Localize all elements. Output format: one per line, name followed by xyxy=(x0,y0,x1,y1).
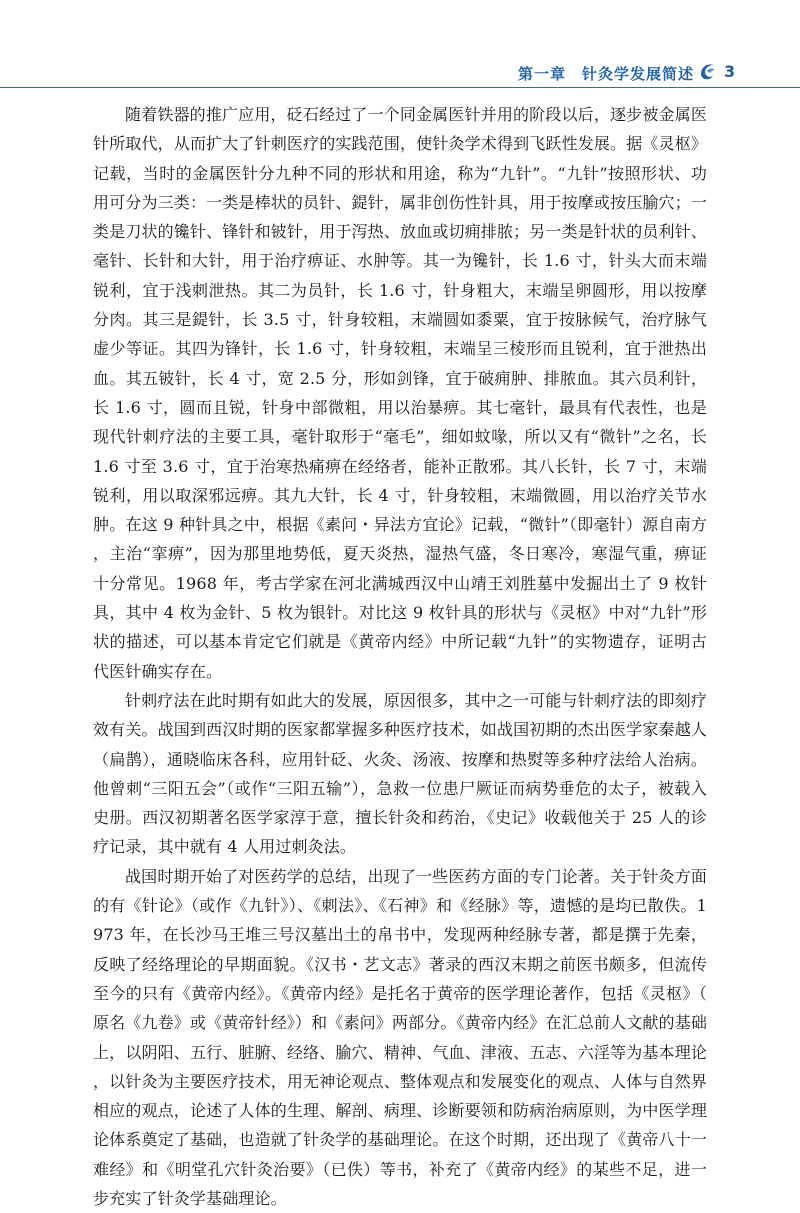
body-text xyxy=(93,100,707,1213)
chapter-logo-icon xyxy=(698,62,718,82)
paragraph: 战国时期开始了对医药学的总结，出现了一些医药方面的专门论著。关于针灸方面的有《针论》（或作《九针》）、《刺法》、《石神》和《经脉》等，遗憾的是均已散佚。1973 年，在长沙马王堆三号汉墓出土的帛书中，发现两种经脉专著，都是撰于先秦，反映了经络理论的早期面貌。《汉书・艺文志》著录的西汉末期之前医书颇多，但流传至今的只有《黄帝内经》。《黄帝内经》是托名于黄帝的医学理论著作，包括《灵枢》（原名《九卷》或《黄帝针经》）和《素问》两部分。《黄帝内经》在汇总前人文献的基础上，以阴阳、五行、脏腑、经络、腧穴、精神、气血、津液、五志、六淫等为基本理论，以针灸为主要医疗技术，用无神论观点、整体观点和发展变化的观点、人体与自然界相应的观点，论述了人体的生理、解剖、病理、诊断要领和防病治病原则，为中医学理论体系奠定了基础，也造就了针灸学的基础理论。在这个时期，还出现了《黄帝八十一难经》和《明堂孔穴针灸治要》（已佚）等书，补充了《黄帝内经》的某些不足，进一步充实了针灸学基础理论。 xyxy=(93,866,707,1208)
chapter-title: 第一章 针灸学发展简述 xyxy=(517,65,694,83)
page-header xyxy=(0,60,800,90)
paragraph: 随着铁器的推广应用，砭石经过了一个同金属医针并用的阶段以后，逐步被金属医针所取代，从而扩大了针刺医疗的实践范围，使针灸学术得到飞跃性发展。据《灵枢》记载，当时的金属医针分九种不同的形状和用途，称为“九针”。“九针”按照形状、功用可分为三类：一类是棒状的员针、鍉针，属非创伤性针具，用于按摩或按压腧穴；一类是刀状的镵针、锋针和铍针，用于泻热、放血或切痈排脓；另一类是针状的员利针、毫针、长针和大针，用于治疗痹证、水肿等。其一为镵针，长 1.6 寸，针头大而末端锐利，宜于浅刺泄热。其二为员针，长 1.6 寸，针身粗大，末端呈卵圆形，用以按摩分肉。其三是鍉针，长 3.5 寸，针身较粗，末端圆如黍粟，宜于按脉候气，治疗脉气虚少等证。其四为锋针，长 1.6 寸，针身较粗，末端呈三棱形而且锐利，宜于泄热出血。其五铍针，长 4 寸，宽 2.5 分，形如剑锋，宜于破痈肿、排脓血。其六员利针，长 1.6 寸，圆而且锐，针身中部微粗，用以治暴痹。其七毫针，最具有代表性，也是现代针刺疗法的主要工具，毫针取形于“毫毛”，细如蚊喙，所以又有“微针”之名，长 1.6 寸至 3.6 寸，宜于治寒热痛痹在经络者，能补正散邪。其八长针，长 7 寸，末端锐利，用以取深邪远痹。其九大针，长 4 寸，针身较粗，末端微圆，用以治疗关节水肿。在这 9 种针具之中，根据《素问・异法方宜论》记载，“微针”（即毫针）源自南方，主治“挛痹”，因为那里地势低，夏天炎热，湿热气盛，冬日寒冷，寒湿气重，痹证十分常见。1968 年，考古学家在河北满城西汉中山靖王刘胜墓中发掘出土了 9 枚针具，其中 4 枚为金针、5 枚为银针。对比这 9 枚针具的形状与《灵枢》中对“九针”形状的描述，可以基本肯定它们就是《黄帝内经》中所记载“九针”的实物遗存，证明古代医针确实存在。 xyxy=(93,105,707,681)
paragraph: 针刺疗法在此时期有如此大的发展，原因很多，其中之一可能与针刺疗法的即刻疗效有关。战国到西汉时期的医家都掌握多种医疗技术，如战国初期的杰出医学家秦越人（扁鹊），通晓临床各科，应用针砭、火灸、汤液、按摩和热熨等多种疗法给人治病。他曾刺“三阳五会”（或作“三阳五输”），急救一位患尸厥证而病势垂危的太子，被载入史册。西汉初期著名医学家淳于意，擅长针灸和药治，《史记》收载他关于 25 人的诊疗记录，其中就有 4 人用过刺灸法。 xyxy=(93,690,707,857)
page-number: 3 xyxy=(724,62,736,81)
header-rule xyxy=(0,87,800,88)
